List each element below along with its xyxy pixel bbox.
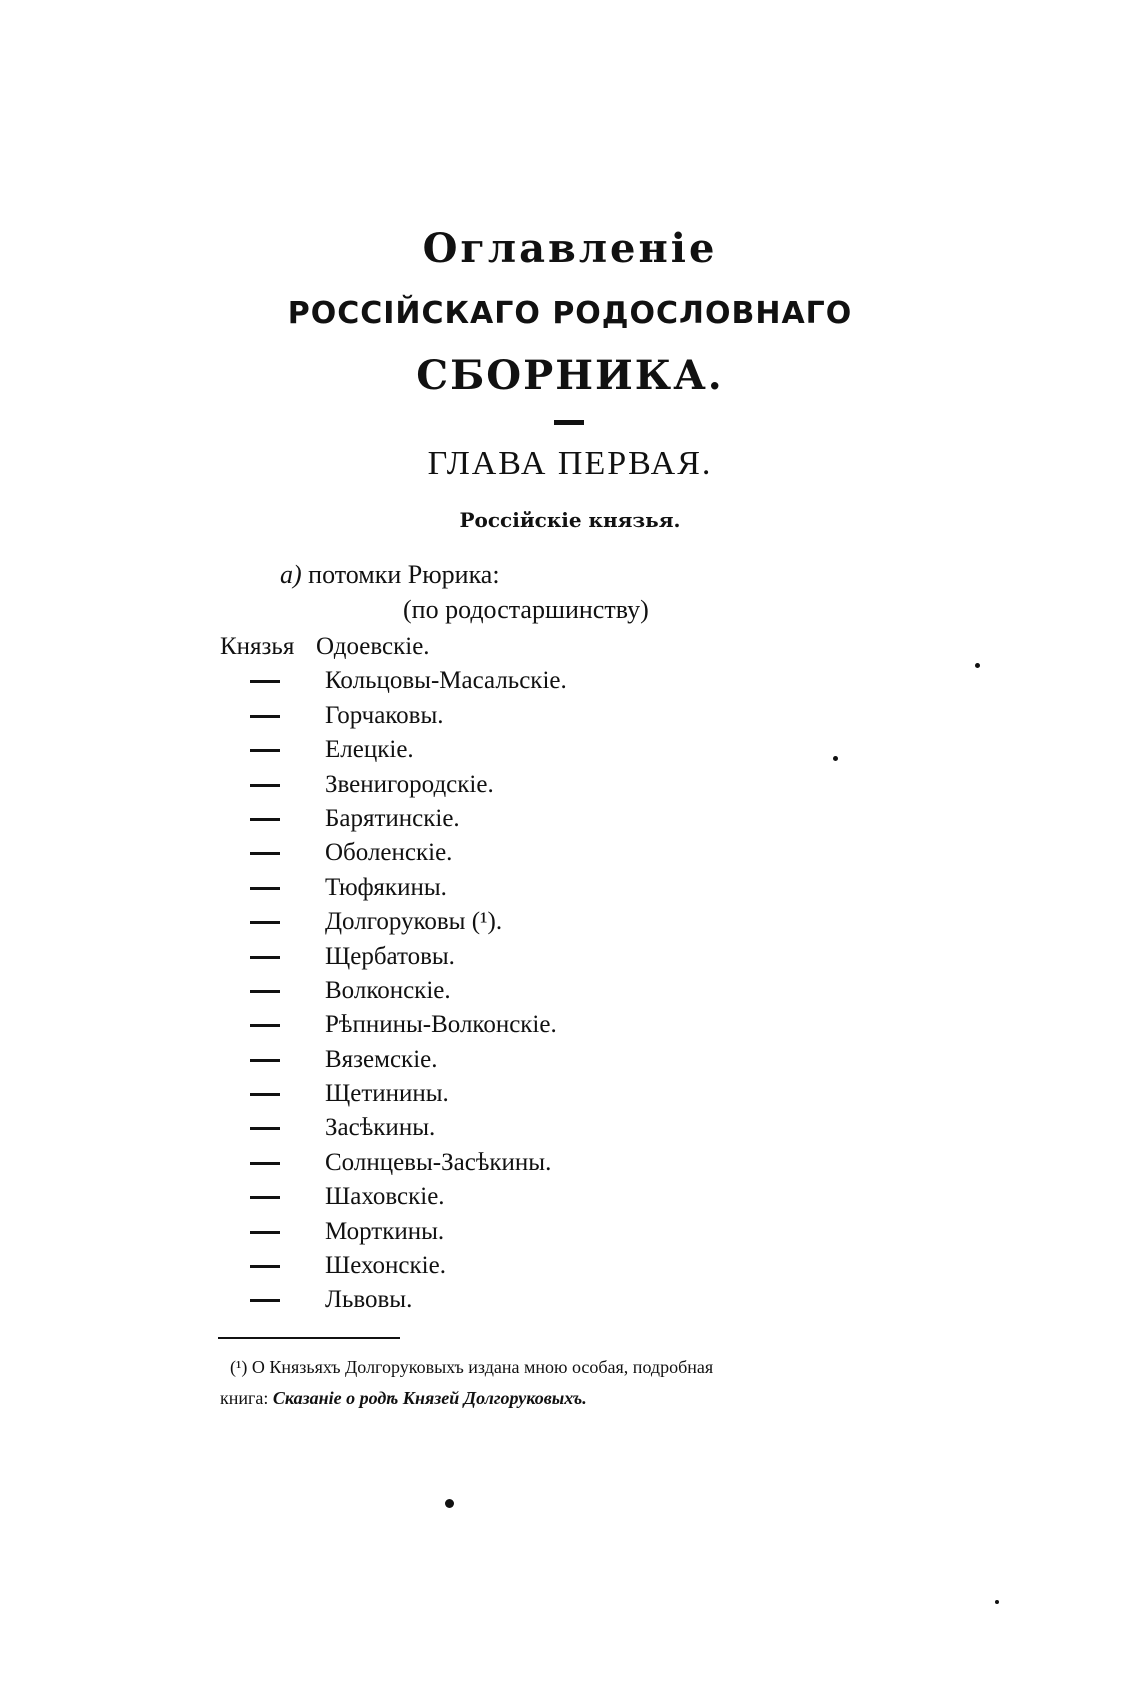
list-item	[220, 1180, 920, 1214]
list-item-prefix: Князья	[220, 633, 295, 660]
ditto-dash	[250, 1093, 280, 1096]
list-item	[220, 1111, 920, 1145]
list-item	[220, 1077, 920, 1111]
family-name: Тюфякины.	[325, 873, 447, 901]
ditto-dash	[250, 680, 280, 683]
family-name: Морткины.	[325, 1217, 445, 1245]
ditto-dash	[250, 818, 280, 821]
family-name: Рѣпнины-Волконскіе.	[325, 1011, 557, 1039]
family-name: Кольцовы-Масальскіе.	[325, 667, 567, 695]
list-item	[220, 1008, 920, 1042]
footnote	[220, 1352, 930, 1414]
list-item	[220, 974, 920, 1008]
ditto-dash	[250, 1024, 280, 1027]
family-name: Оболенскіе.	[325, 839, 453, 867]
list-item	[220, 1215, 920, 1249]
family-name: Щетинины.	[325, 1080, 449, 1108]
list-item	[220, 871, 920, 905]
page-speck	[833, 756, 838, 761]
list-item	[220, 1283, 920, 1317]
heading-line-3: СБОРНИКА.	[416, 352, 724, 399]
family-name: Вяземскіе.	[325, 1045, 438, 1073]
ditto-dash	[250, 1127, 280, 1130]
family-name: Одоевскіе.	[316, 633, 430, 660]
ditto-dash	[250, 921, 280, 924]
family-name: Волконскіе.	[325, 976, 451, 1004]
ditto-dash	[250, 1231, 280, 1234]
section-intro-text: потомки Рюрика:	[308, 560, 500, 589]
list-item	[220, 1249, 920, 1283]
list-item	[220, 733, 920, 767]
ditto-dash	[250, 1162, 280, 1165]
list-item	[220, 1043, 920, 1077]
list-item	[220, 630, 920, 664]
ditto-dash	[250, 715, 280, 718]
list-item	[220, 1146, 920, 1180]
footnote-book-title: Сказаніе о родѣ Князей Долгоруковыхъ.	[272, 1388, 587, 1408]
ditto-dash	[250, 784, 280, 787]
ditto-dash	[250, 749, 280, 752]
heading-line-1: Оглавленіе	[422, 225, 718, 272]
family-name: Звенигородскіе.	[325, 770, 494, 798]
footnote-line-2	[220, 1383, 930, 1414]
family-name: Засѣкины.	[325, 1114, 436, 1142]
family-name: Львовы.	[325, 1286, 413, 1314]
family-name: Солнцевы-Засѣкины.	[325, 1148, 552, 1176]
family-name: Шаховскіе.	[325, 1183, 445, 1211]
page-speck	[975, 663, 980, 668]
list-item	[220, 768, 920, 802]
princes-list	[220, 630, 920, 1318]
ditto-dash	[250, 1059, 280, 1062]
family-name: Барятинскіе.	[325, 804, 460, 832]
family-name: Долгоруковы (¹).	[325, 908, 503, 936]
page-speck	[995, 1600, 999, 1604]
section-marker: а)	[280, 560, 302, 589]
list-item	[220, 802, 920, 836]
family-name: Шехонскіе.	[325, 1252, 446, 1280]
family-name: Щербатовы.	[325, 942, 455, 970]
footnote-rule	[218, 1337, 400, 1339]
ditto-dash	[250, 1196, 280, 1199]
list-item	[220, 940, 920, 974]
family-name: Горчаковы.	[325, 701, 444, 729]
footnote-line-2-prefix: книга:	[220, 1388, 269, 1408]
list-item	[220, 836, 920, 870]
ditto-dash	[250, 1299, 280, 1302]
chapter-subtitle: Россійскіе князья.	[459, 508, 681, 532]
heading-line-2: РОССІЙСКАГО РОДОСЛОВНАГО	[287, 296, 853, 331]
section-intro-note: (по родостаршинству)	[403, 595, 649, 624]
heading-divider	[554, 420, 584, 425]
section-intro	[280, 560, 500, 590]
ditto-dash	[250, 852, 280, 855]
page-speck	[445, 1499, 454, 1508]
ditto-dash	[250, 956, 280, 959]
list-item	[220, 699, 920, 733]
ditto-dash	[250, 1265, 280, 1268]
chapter-title: ГЛАВА ПЕРВАЯ.	[427, 445, 713, 482]
ditto-dash	[250, 990, 280, 993]
list-item	[220, 664, 920, 698]
list-item	[220, 905, 920, 939]
footnote-line-1: (¹) О Князьяхъ Долгоруковыхъ издана мною особая, подробная	[230, 1357, 714, 1377]
ditto-dash	[250, 887, 280, 890]
family-name: Елецкіе.	[325, 736, 414, 764]
